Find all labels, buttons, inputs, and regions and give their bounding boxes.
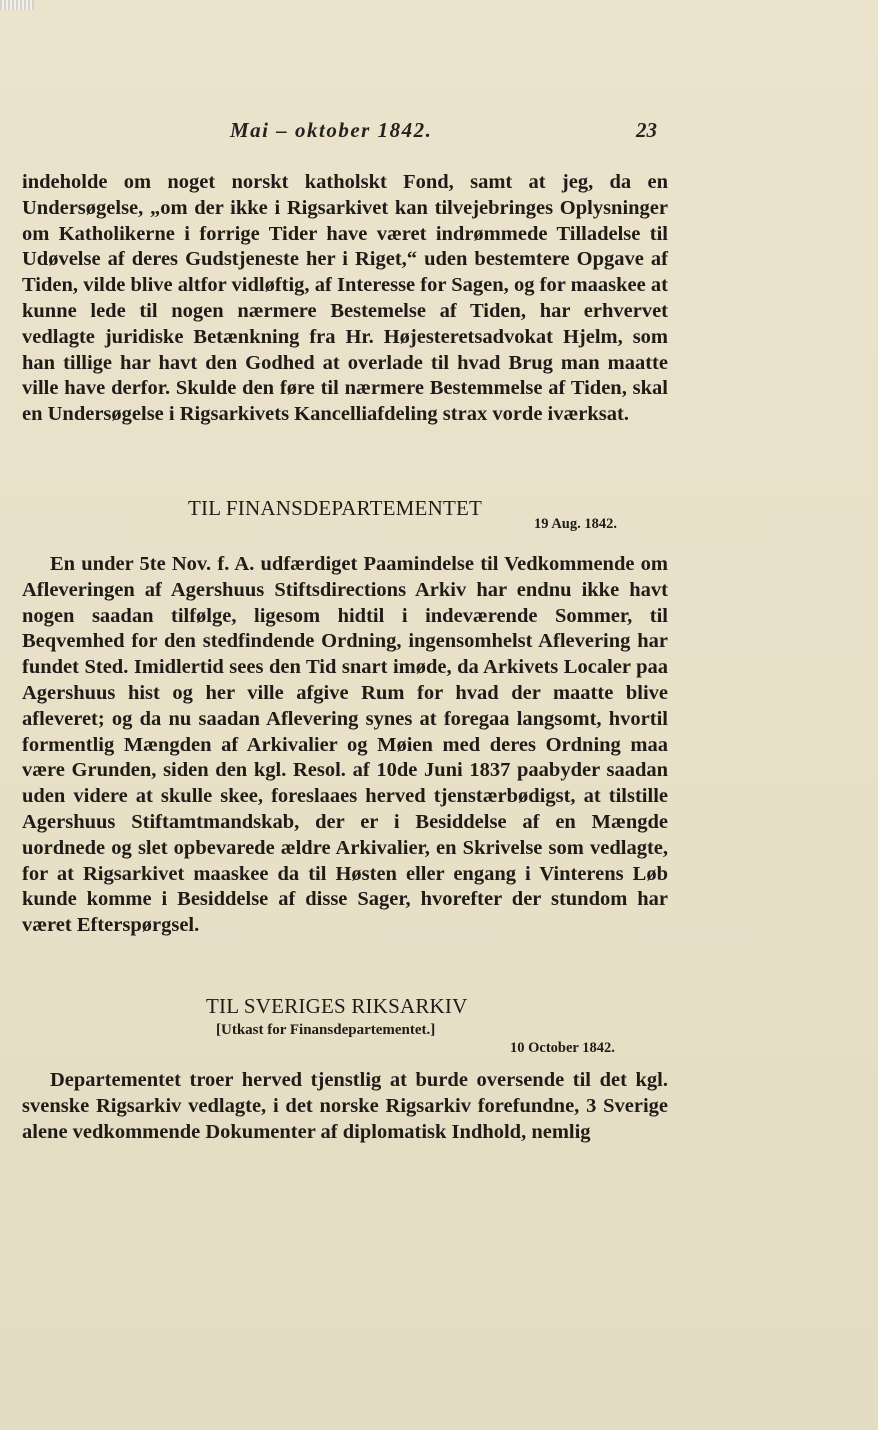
body-paragraph-sveriges-riksarkiv xyxy=(22,1068,668,1145)
section-heading-finansdepartementet: TIL FINANSDEPARTEMENTET xyxy=(188,496,483,520)
paragraph-text: Departementet troer herved tjenstlig at burde oversende til det kgl. svenske Rigsarkiv vedlagte, i det norske Rigsarkiv forefundne, 3 Sverige alene vedkommende Dokumenter af diplomatisk Indhold, nemlig xyxy=(22,1069,668,1143)
section-heading-sveriges-riksarkiv: TIL SVERIGES RIKSARKIV xyxy=(206,994,468,1018)
scan-corner-mark xyxy=(0,0,34,10)
paragraph-text: En under 5te Nov. f. A. udfærdiget Paamindelse til Vedkommende om Afleveringen af Agershuus Stiftsdirections Arkiv har endnu ikke havt nogen saadan tilfølge, ligesom hidtil i indeværende Sommer, til Beqvemhed for den stedfindende Ordning, ingensomhelst Aflevering har fundet Sted. Imidlertid sees den Tid snart imøde, da Arkivets Localer paa Agershuus hist og her ville afgive Rum for hvad der maatte blive afleveret; og da nu saadan Aflevering synes at foregaa langsomt, hvortil formentlig Mængden af Arkivalier og Møien med deres Ordning maa være Grunden, siden den kgl. Resol. af 10de Juni 1837 paabyder saadan uden videre at skulle skee, foreslaaes herved tjenstærbødigst, at tilstille Agershuus Stiftamtmandskab, der er i Besiddelse af en Mængde uordnede og slet opbevarede ældre Arkivalier, en Skrivelse som vedlagte, for at Rigsarkivet maaskee da til Høsten eller engang i Vinterens Løb kunde komme i Besiddelse af disse Sager, hvorefter der stundom har været Efterspørgsel. xyxy=(22,553,668,937)
section-subheading-utkast: [Utkast for Finansdepartementet.] xyxy=(216,1022,436,1038)
section-date-finansdepartementet: 19 Aug. 1842. xyxy=(534,516,617,532)
running-head xyxy=(0,118,878,148)
running-title: Mai – oktober 1842. xyxy=(230,118,433,142)
body-paragraph-finansdepartementet xyxy=(22,552,668,939)
page-number: 23 xyxy=(636,118,657,142)
paragraph-text: indeholde om noget norskt katholskt Fond, samt at jeg, da en Undersøgelse, „om der ikke i Rigsarkivet kan tilvejebringes Oplysninger om Katholikerne i forrige Tider have været indrømmede Tilladelse til Udøvelse af deres Gudstjeneste her i Riget,“ uden bestemtere Opgave af Tiden, vilde blive altfor vidløftig, af Interesse for Sagen, og for maaskee at kunne lede til nogen nærmere Bestemelse af Tiden, har erhvervet vedlagte juridiske Betænkning fra Hr. Højesteretsadvokat Hjelm, som han tillige har havt den Godhed at overlade til hvad Brug man maatte ville have derfor. Skulde den føre til nærmere Bestemmelse af Tiden, skal en Undersøgelse i Rigsarkivets Kancelliafdeling strax vorde iværksat. xyxy=(22,171,668,426)
body-paragraph-continued xyxy=(22,170,668,428)
section-date-sveriges-riksarkiv: 10 October 1842. xyxy=(510,1040,615,1056)
